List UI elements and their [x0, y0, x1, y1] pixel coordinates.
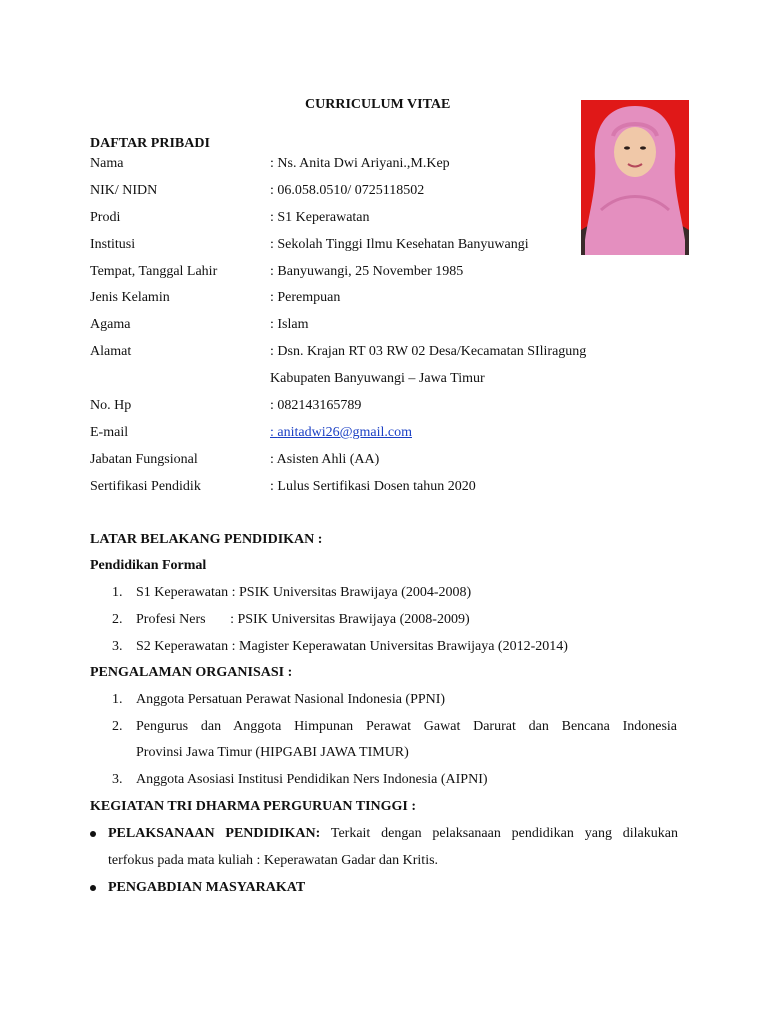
value-agama: : Islam	[270, 317, 309, 332]
value-sertifikasi: : Lulus Sertifikasi Dosen tahun 2020	[270, 479, 476, 494]
tridharma-heading: KEGIATAN TRI DHARMA PERGURUAN TINGGI :	[90, 799, 417, 814]
value-email	[270, 424, 412, 442]
education-item-3: S2 Keperawatan : Magister Keperawatan Universitas Brawijaya (2012-2014)	[136, 639, 568, 654]
value-institusi: : Sekolah Tinggi Ilmu Kesehatan Banyuwangi	[270, 237, 529, 252]
value-hp: : 082143165789	[270, 398, 362, 413]
tridharma-item-1-line2: terfokus pada mata kuliah : Keperawatan Gadar dan Kritis.	[108, 853, 439, 868]
organization-num-2: 2.	[112, 719, 123, 734]
value-alamat: : Dsn. Krajan RT 03 RW 02 Desa/Kecamatan SIliragung	[270, 344, 587, 359]
label-nik: NIK/ NIDN	[90, 183, 158, 198]
organization-item-2-line1: Pengurus dan Anggota Himpunan Perawat Gawat Darurat dan Bencana Indonesia	[136, 719, 677, 734]
label-hp: No. Hp	[90, 398, 132, 413]
value-jenis-kelamin: : Perempuan	[270, 290, 341, 305]
education-item-1: S1 Keperawatan : PSIK Universitas Brawijaya (2004-2008)	[136, 585, 472, 600]
bullet-icon	[90, 831, 96, 837]
label-prodi: Prodi	[90, 210, 121, 225]
education-num-2: 2.	[112, 612, 123, 627]
tridharma-item-1	[108, 825, 678, 843]
portrait-image	[581, 100, 689, 255]
personal-heading: DAFTAR PRIBADI	[90, 136, 210, 151]
education-item-2: Profesi Ners : PSIK Universitas Brawijaya (2008-2009)	[136, 612, 470, 627]
profile-photo	[581, 100, 689, 255]
label-alamat: Alamat	[90, 344, 132, 359]
label-sertifikasi: Sertifikasi Pendidik	[90, 479, 201, 494]
value-alamat-line2: Kabupaten Banyuwangi – Jawa Timur	[270, 371, 485, 386]
tridharma-item-1-text: Terkait dengan pelaksanaan pendidikan yang dilakukan	[320, 826, 678, 841]
value-nik: : 06.058.0510/ 0725118502	[270, 183, 425, 198]
label-jenis-kelamin: Jenis Kelamin	[90, 290, 170, 305]
email-link[interactable]: anitadwi26@gmail.com	[277, 425, 412, 440]
education-subheading: Pendidikan Formal	[90, 558, 207, 573]
value-nama: : Ns. Anita Dwi Ariyani.,M.Kep	[270, 156, 450, 171]
organization-item-2-line2: Provinsi Jawa Timur (HIPGABI JAWA TIMUR)	[136, 745, 409, 760]
organization-num-1: 1.	[112, 692, 123, 707]
document-title: CURRICULUM VITAE	[305, 97, 451, 112]
colon-email: :	[270, 425, 278, 440]
tridharma-item-2-title: PENGABDIAN MASYARAKAT	[108, 880, 306, 895]
bullet-icon	[90, 885, 96, 891]
label-institusi: Institusi	[90, 237, 136, 252]
value-prodi: : S1 Keperawatan	[270, 210, 370, 225]
value-jabatan: : Asisten Ahli (AA)	[270, 452, 380, 467]
label-email: E-mail	[90, 425, 129, 440]
education-num-3: 3.	[112, 639, 123, 654]
label-nama: Nama	[90, 156, 124, 171]
label-ttl: Tempat, Tanggal Lahir	[90, 264, 218, 279]
organization-heading: PENGALAMAN ORGANISASI :	[90, 665, 293, 680]
label-agama: Agama	[90, 317, 131, 332]
organization-item-3: Anggota Asosiasi Institusi Pendidikan Ners Indonesia (AIPNI)	[136, 772, 488, 787]
tridharma-item-1-title: PELAKSANAAN PENDIDIKAN:	[108, 826, 321, 841]
organization-item-1: Anggota Persatuan Perawat Nasional Indonesia (PPNI)	[136, 692, 446, 707]
organization-num-3: 3.	[112, 772, 123, 787]
education-heading: LATAR BELAKANG PENDIDIKAN :	[90, 532, 323, 547]
label-jabatan: Jabatan Fungsional	[90, 452, 198, 467]
education-num-1: 1.	[112, 585, 123, 600]
value-ttl: : Banyuwangi, 25 November 1985	[270, 264, 464, 279]
